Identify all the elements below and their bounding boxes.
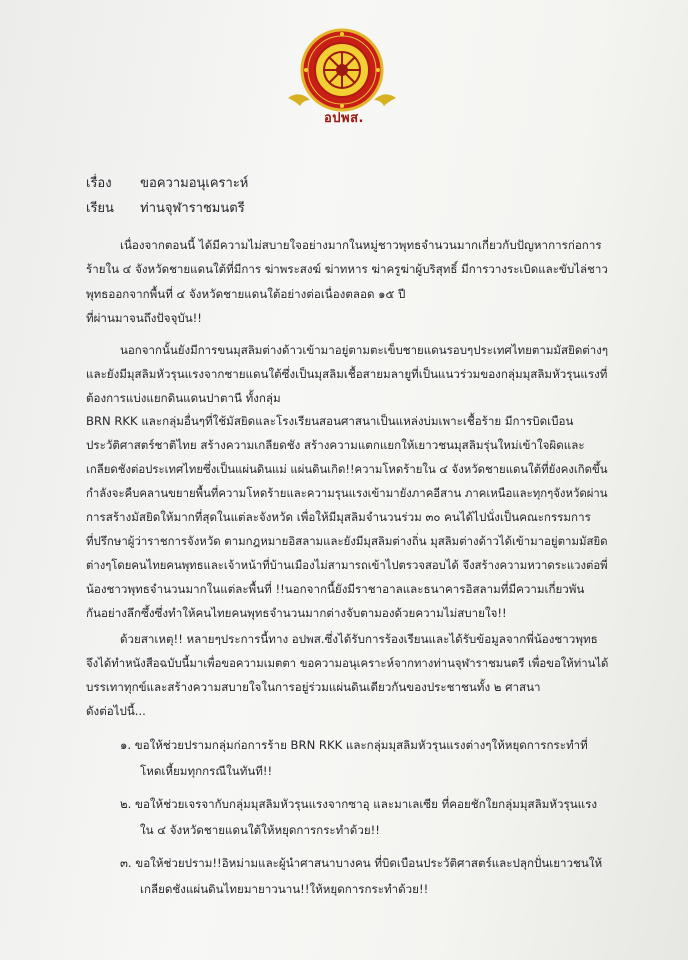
organization-abbreviation: อปพส. [323,111,364,126]
request-item-1: ๑. ขอให้ช่วยปรามกลุ่มก่อการร้าย BRN RKK และกลุ่มมุสลิมหัวรุนแรงต่างๆให้หยุดการกระทำที่ [120,738,588,752]
body-line: และยังมีมุสลิมหัวรุนแรงจากชายแดนใต้ซึ่งเป็นมุสลิมเชื้อสายมลายูที่เป็นแนวร่วมของกลุ่มมุสลิมหัวรุนแรงที่ [86,367,608,381]
body-line: ประวัติศาสตร์ชาติไทย สร้างความเกลียดชัง สร้างความแตกแยกให้เยาวชนมุสลิมรุ่นใหม่เข้าใจผิดและ [86,438,585,452]
subject-row [86,172,248,193]
body-line: พุทธออกจากพื้นที่ ๔ จังหวัดชายแดนใต้อย่างต่อเนื่องตลอด ๑๕ ปี [86,287,406,301]
body-line: ที่ผ่านมาจนถึงปัจจุบัน!! [86,311,202,325]
request-item-3-cont: เกลียดชังแผ่นดินไทยมายาวนาน!!ให้หยุดการกระทำด้วย!! [140,882,429,896]
request-item-2-cont: ใน ๔ จังหวัดชายแดนใต้ให้หยุดการกระทำด้วย!! [140,823,380,837]
recipient-label: เรียน [86,201,114,216]
body-line: ต้องการแบ่งแยกดินแดนปาตานี ทั้งกลุ่ม [86,391,281,405]
right-bird-icon [374,94,396,106]
left-bird-icon [288,94,310,106]
body-line: เกลียดชังต่อประเทศไทยซึ่งเป็นแผ่นดินแม่ แผ่นดินเกิด!!ความโหดร้ายใน ๔ จังหวัดชายแดนใต้ที่ยังคงเกิดขึ้น [86,462,608,476]
body-line: บรรเทาทุกข์และสร้างความสบายใจในการอยู่ร่วมแผ่นดินเดียวกันของประชาชนทั้ง ๒ ศาสนา [86,680,541,694]
body-line: กันอย่างลึกซึ้งซึ่งทำให้คนไทยคนพุทธจำนวนมากต่างจับตามองด้วยความไม่สบายใจ!! [86,606,507,620]
body-line: ด้วยสาเหตุ!! หลายๆประการนี้ทาง อปพส.ซึ่งได้รับการร้องเรียนและได้รับข้อมูลจากพี่น้องชาวพุทธ [120,632,598,646]
dharma-wheel-icon [324,52,360,88]
body-line: ร้ายใน ๔ จังหวัดชายแดนใต้ที่มีการ ฆ่าพระสงฆ์ ฆ่าทหาร ฆ่าครูฆ่าผู้บริสุทธิ์ มีการวางระเบิดและขับไล่ชาว [86,262,608,276]
body-line: การสร้างมัสยิดให้มากที่สุดในแต่ละจังหวัด เพื่อให้มีมุสลิมจำนวนร่วม ๓๐ คนได้ไปนั่งเป็นคณะกรรมการ [86,510,591,524]
request-item-2: ๒. ขอให้ช่วยเจรจากับกลุ่มมุสลิมหัวรุนแรงจากซาอุ และมาเลเซีย ที่คอยชักใยกลุ่มมุสลิมหัวรุนแรง [120,797,598,811]
subject-label: เรื่อง [86,176,112,191]
request-item-3: ๓. ขอให้ช่วยปราม!!อิหม่ามและผู้นำศาสนาบางคน ที่บิดเบือนประวัติศาสตร์และปลุกปั่นเยาวชนให้ [120,856,603,870]
request-item-1-cont: โหดเหี้ยมทุกกรณีในทันที!! [140,764,273,778]
body-line: เนื่องจากตอนนี้ ได้มีความไม่สบายใจอย่างมากในหมู่ชาวพุทธจำนวนมากเกี่ยวกับปัญหาการก่อการ [120,238,602,252]
body-line: BRN RKK และกลุ่มอื่นๆที่ใช้มัสยิดและโรงเรียนสอนศาสนาเป็นแหล่งบ่มเพาะเชื้อร้าย มีการบิดเบือน [86,414,574,428]
body-line: นอกจากนั้นยังมีการขนมุสลิมต่างด้าวเข้ามาอยู่ตามตะเข็บชายแดนรอบๆประเทศไทยตามมัสยิดต่างๆ [120,343,609,357]
body-line: กำลังจะคืบคลานขยายพื้นที่ความโหดร้ายและความรุนแรงเข้ามายังภาคอีสาน ภาคเหนือและทุกๆจังหวัดผ่าน [86,486,608,500]
body-line: จึงได้ทำหนังสือฉบับนี้มาเพื่อขอความเมตตา ขอความอนุเคราะห์จากทางท่านจุฬาราชมนตรี เพื่อขอให้ท่านได้ [86,656,609,670]
recipient-value: ท่านจุฬาราชมนตรี [140,201,245,216]
body-line: ต่างๆโดยคนไทยคนพุทธและเจ้าหน้าที่บ้านเมืองไม่สามารถเข้าไปตรวจสอบได้ จึงสร้างความหวาดระแวงต่อพี่ [86,558,608,572]
recipient-row [86,197,245,218]
body-line: ที่ปรึกษาผู้ว่าราชการจังหวัด ตามกฎหมายอิสลามและยังมีมุสลิมต่างถิ่น มุสลิมต่างด้าวได้เข้ามาอยู่ตามมัสยิด [86,534,608,548]
body-line: ดังต่อไปนี้... [86,704,146,718]
body-line: น้องชาวพุทธจำนวนมากในแต่ละพื้นที่ !!นอกจากนี้ยังมีราชาอาลและธนาคารอิสลามที่มีความเกี่ยวพัน [86,582,585,596]
subject-value: ขอความอนุเคราะห์ [140,176,249,191]
